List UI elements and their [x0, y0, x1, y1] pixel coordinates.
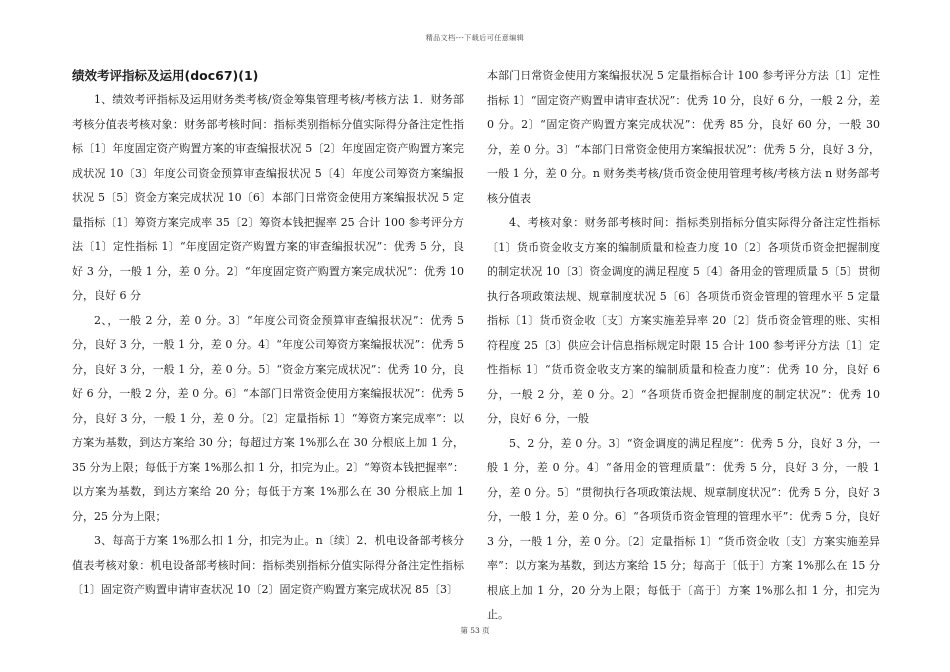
paragraph-4: 4、考核对象：财务部考核时间：指标类别指标分值实际得分备注定性指标〔1〕货币资金收支方案的编制质量和检查力度 10〔2〕各项货币资金把握制度的制定状况 10〔3〕资金调度的满足程度 5〔4〕备用金的管理质量 5〔5〕贯彻执行各项政策法规、规章制度状况 5〔6〕各项货币资金管理的管理水平 5 定量指标〔1〕货币资金收〔支〕方案实施差异率 20〔2〕货币资金管理的账、实相符程度 25〔3〕供应会计信息指标规定时限 15 合计 100 参考评分方法〔1〕定性指标 1〕“货币资金收支方案的编制质量和检查力度”：优秀 10 分，良好 6 分，一般 2 分，差 0 分。2〕“各项货币资金把握制度的制定状况”：优秀 10 分，良好 6 分，一般	[487, 216, 880, 425]
page-number: 第 53 页	[460, 626, 490, 635]
left-column	[72, 64, 464, 603]
right-column	[487, 64, 880, 628]
document-title: 绩效考评指标及运用(doc67)(1)	[72, 68, 259, 83]
paragraph-3: 3、每高于方案 1%那么扣 1 分，扣完为止。n〔续〕2．机电设备部考核分值表考核对象：机电设备部考核时间：指标类别指标分值实际得分备注定性指标〔1〕固定资产购置申请审查状况 10〔2〕固定资产购置方案完成状况 85〔3〕	[72, 534, 464, 596]
paragraph-2: 2、，一般 2 分，差 0 分。3〕“年度公司资金预算审查编报状况”：优秀 5 分，良好 3 分，一般 1 分，差 0 分。4〕“年度公司筹资方案编报状况”：优秀 5 分，良好 3 分，一般 1 分，差 0 分。5〕“资金方案完成状况”：优秀 10 分，良好 6 分，一般 2 分，差 0 分。6〕“本部门日常资金使用方案编报状况”：优秀 5 分，良好 3 分，一般 1 分，差 0 分。〔2〕定量指标 1〕“筹资方案完成率”：以方案为基数，到达方案给 30 分；每超过方案 1%那么在 30 分根底上加 1 分，35 分为上限；每低于方案 1%那么扣 1 分，扣完为止。2〕“筹资本钱把握率”：以方案为基数，到达方案给 20 分；每低于方案 1%那么在 30 分根底上加 1 分，25 分为上限；	[72, 313, 464, 523]
paragraph-1: 1、绩效考评指标及运用财务类考核/资金筹集管理考核/考核方法 1．财务部考核分值表考核对象：财务部考核时间：指标类别指标分值实际得分备注定性指标〔1〕年度固定资产购置方案的审查编报状况 5〔2〕年度固定资产购置方案完成状况 10〔3〕年度公司资金预算审查编报状况 5〔4〕年度公司筹资方案编报状况 5〔5〕资金方案完成状况 10〔6〕本部门日常资金使用方案编报状况 5 定量指标〔1〕筹资方案完成率 35〔2〕筹资本钱把握率 25 合计 100 参考评分方法〔1〕定性指标 1〕“年度固定资产购置方案的审查编报状况”：优秀 5 分，良好 3 分，一般 1 分，差 0 分。2〕“年度固定资产购置方案完成状况”：优秀 10 分，良好 6 分	[72, 93, 464, 302]
page-header-note: 精品文档---下载后可任意编辑	[425, 34, 525, 42]
paragraph-3-continuation: 本部门日常资金使用方案编报状况 5 定量指标合计 100 参考评分方法〔1〕定性指标 1〕“固定资产购置申请审查状况”：优秀 10 分，良好 6 分，一般 2 分，差 0 分。2〕“固定资产购置方案完成状况”：优秀 85 分，良好 60 分，一般 30 分，差 0 分。3〕“本部门日常资金使用方案编报状况”：优秀 5 分，良好 3 分，一般 1 分，差 0 分。n 财务类考核/货币资金使用管理考核/考核方法 n 财务部考核分值表	[487, 69, 880, 205]
paragraph-5: 5、2 分，差 0 分。3〕“资金调度的满足程度”：优秀 5 分，良好 3 分，一般 1 分，差 0 分。4〕“备用金的管理质量”：优秀 5 分，良好 3 分，一般 1 分，差 0 分。5〕“贯彻执行各项政策法规、规章制度状况”：优秀 5 分，良好 3 分，一般 1 分，差 0 分。6〕“各项货币资金管理的管理水平”：优秀 5 分，良好 3 分，一般 1 分，差 0 分。〔2〕定量指标 1〕“货币资金收〔支〕方案实施差异率”：以方案为基数，到达方案给 15 分；每高于〔低于〕方案 1%那么在 15 分根底上加 1 分，20 分为上限；每低于〔高于〕方案 1%那么扣 1 分，扣完为止。	[487, 436, 880, 621]
